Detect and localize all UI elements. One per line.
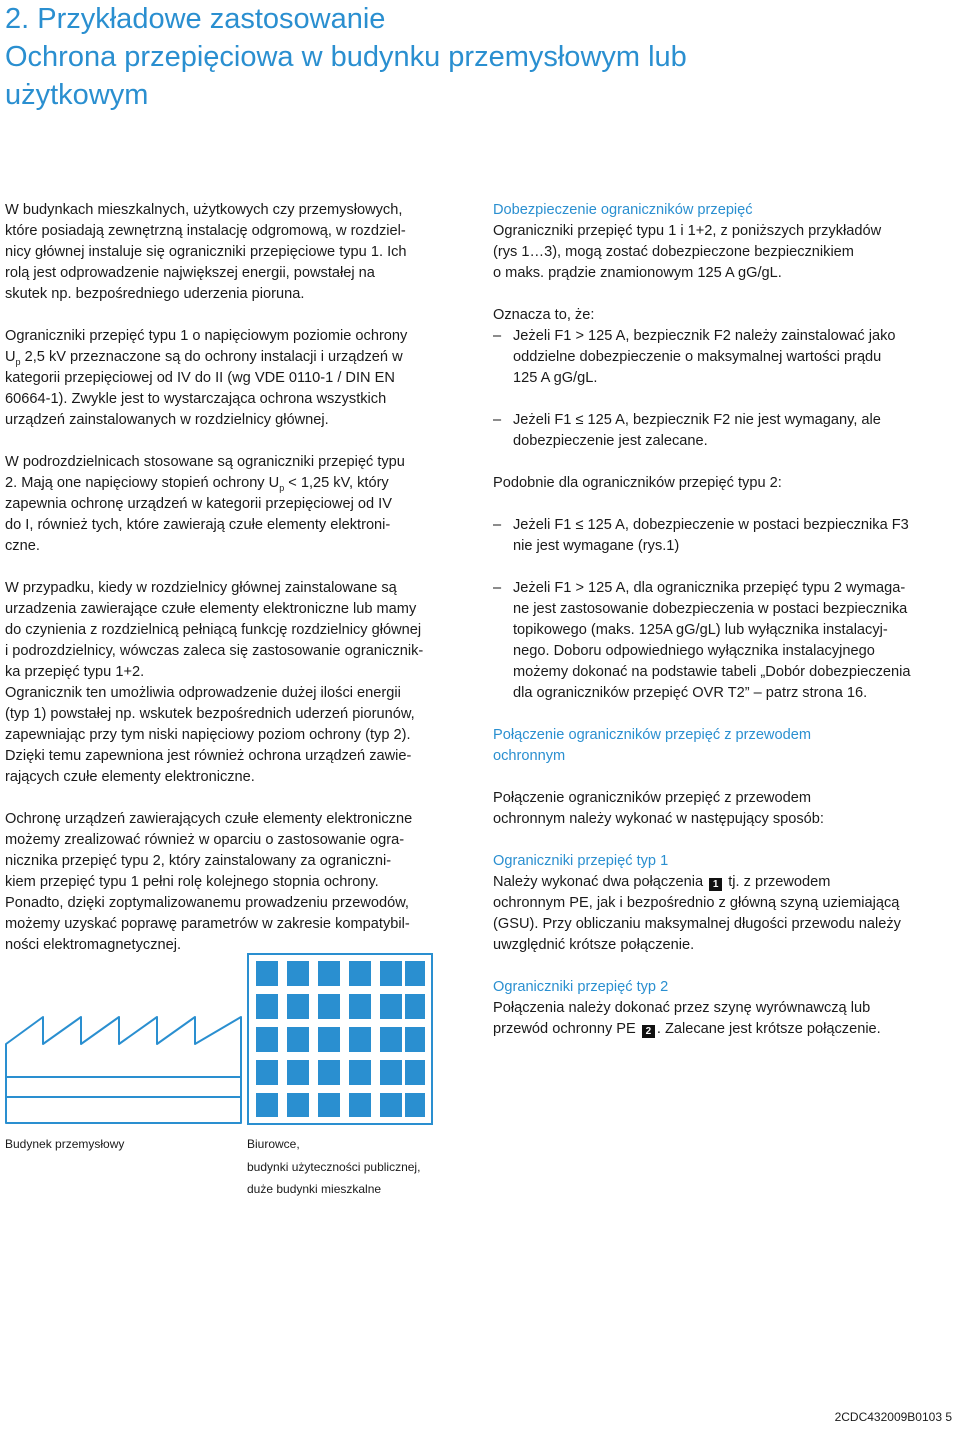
heading-dobezpieczenie: Dobezpieczenie ograniczników przepięć: [493, 202, 753, 218]
heading-polaczenie: Połączenie ograniczników przepięć z przewodem ochronnym: [493, 727, 811, 764]
marker-1: 1: [709, 878, 722, 891]
left-paragraph-5: Ochronę urządzeń zawierających czułe elementy elektroniczne możemy zrealizować również w oparciu o zastosowanie ogra- nicznika przepięć typu 2, który zainstalowany za ograniczni- kiem przepięć typu 1 pełni rolę kolejnego stopnia ochrony. Ponadto, dzięki zoptymalizowanemu prowadzeniu przewodów, możemy uzyskać poprawę parametrów w zakresie kompatybil- ności elektromagnetycznej.: [5, 811, 413, 953]
page-title: [5, 0, 945, 114]
right-paragraph-6: Połączenia należy dokonać przez szynę wyrównawczą lub przewód ochronny PE 2 . Zalecane jest krótsze połączenie.: [493, 1000, 881, 1037]
bullet-dash: –: [493, 517, 502, 533]
left-paragraph-4: W przypadku, kiedy w rozdzielnicy głównej zainstalowane są urzadzenia zawierające czułe elementy elektroniczne lub mamy do czynienia z rozdzielnicą pełniącą funkcję rozdzielnicy głównej i podrozdzielnicy, wówczas zaleca się zastosowanie ogranicznik- ka przepięć typu 1+2. Ogranicznik ten umożliwia odprowadzenie dużej ilości energii (typ 1) powstałej np. wskutek bezpośrednich uderzeń piorunów, zapewniając przy tym niski napięciowy poziom ochrony (typ 2). Dzięki temu zapewniona jest również ochrona urządzeń zawie- rających czułe elementy elektroniczne.: [5, 580, 424, 785]
bullet-item-2: – Jeżeli F1 ≤ 125 A, bezpiecznik F2 nie jest wymagany, ale dobezpieczenie jest zalecane.: [493, 410, 955, 452]
bullet-item-4: – Jeżeli F1 > 125 A, dla ogranicznika przepięć typu 2 wymaga- ne jest zastosowanie dobezpieczenia w postaci bezpiecznika topikowego (maks. 125A gG/gL) lub wyłącznika instalacyj- nego. Doboru odpowiedniego wyłącznika instalacyjnego możemy dokonać na podstawie tabeli „Dobór dobezpieczenia dla ograniczników przepięć OVR T2” – patrz strona 16.: [493, 578, 955, 704]
right-paragraph-5: Należy wykonać dwa połączenia 1 tj. z przewodem ochronnym PE, jak i bezpośrednio z główną szyną uziemiającą (GSU). Przy obliczaniu maksymalnej długości przewodu należy uwzględnić krótsze połączenie.: [493, 874, 901, 953]
right-paragraph-4: Połączenie ograniczników przepięć z przewodem ochronnym należy wykonać w następujący sposób:: [493, 790, 824, 827]
heading-typ-1: Ograniczniki przepięć typ 1: [493, 853, 669, 869]
right-paragraph-1: Ograniczniki przepięć typu 1 i 1+2, z poniższych przykładów (rys 1…3), mogą zostać dobezpieczone bezpiecznikiem o maks. prądzie znamionowym 125 A gG/gL.: [493, 223, 882, 281]
industrial-building-icon: [5, 1016, 243, 1124]
bullet-item-3: – Jeżeli F1 ≤ 125 A, dobezpieczenie w postaci bezpiecznika F3 nie jest wymagane (rys.1): [493, 515, 955, 557]
bullet-dash: –: [493, 412, 502, 428]
right-column: [493, 200, 955, 1061]
heading-typ-2: Ograniczniki przepięć typ 2: [493, 979, 669, 995]
marker-2: 2: [642, 1025, 655, 1038]
caption-office: Biurowce, budynki użyteczności publicznej, duże budynki mieszkalne: [247, 1137, 421, 1196]
title-line-1: 2. Przykładowe zastosowanie: [5, 3, 386, 35]
right-paragraph-2: Oznacza to, że:: [493, 307, 595, 323]
office-building-icon: [247, 953, 433, 1125]
bullet-dash: –: [493, 580, 502, 596]
left-paragraph-3: W podrozdzielnicach stosowane są ograniczniki przepięć typu 2. Mają one napięciowy stopień ochrony $U_p < 1,25$ kV, który zapewnia ochronę urządzeń w kategorii przepięciowej od IV do I, również tych, które zawierają czułe elementy elektroni- czne.: [5, 454, 405, 554]
caption-industrial: Budynek przemysłowy: [5, 1137, 125, 1151]
left-paragraph-1: W budynkach mieszkalnych, użytkowych czy przemysłowych, które posiadają zewnętrzną instalację odgromową, w rozdziel- nicy głównej instaluje się ograniczniki przepięciowe typu 1. Ich rolą jest odprowadzenie największej energii, powstałej na skutek np. bezpośredniego uderzenia pioruna.: [5, 202, 407, 302]
right-paragraph-3: Podobnie dla ograniczników przepięć typu 2:: [493, 475, 782, 491]
left-paragraph-2: Ograniczniki przepięć typu 1 o napięciowym poziomie ochrony $U_p$ 2,5 kV przeznaczone są do ochrony instalacji i urządzeń w kategorii przepięciowej od IV do II (wg VDE 0110-1 / DIN EN 60664-1). Zwykle jest to wystarczająca ochrona wszystkich urządzeń zainstalowanych w rozdzielnicy głównej.: [5, 328, 408, 428]
title-line-3: użytkowym: [5, 79, 149, 111]
bullet-dash: –: [493, 328, 502, 344]
page-footer: 2CDC432009B0103 5: [834, 1410, 952, 1424]
left-column: [5, 200, 473, 977]
bullet-item-1: – Jeżeli F1 > 125 A, bezpiecznik F2 należy zainstalować jako oddzielne dobezpieczenie o maksymalnej wartości prądu 125 A gG/gL.: [493, 326, 955, 389]
title-line-2: Ochrona przepięciowa w budynku przemysłowym lub: [5, 41, 687, 73]
